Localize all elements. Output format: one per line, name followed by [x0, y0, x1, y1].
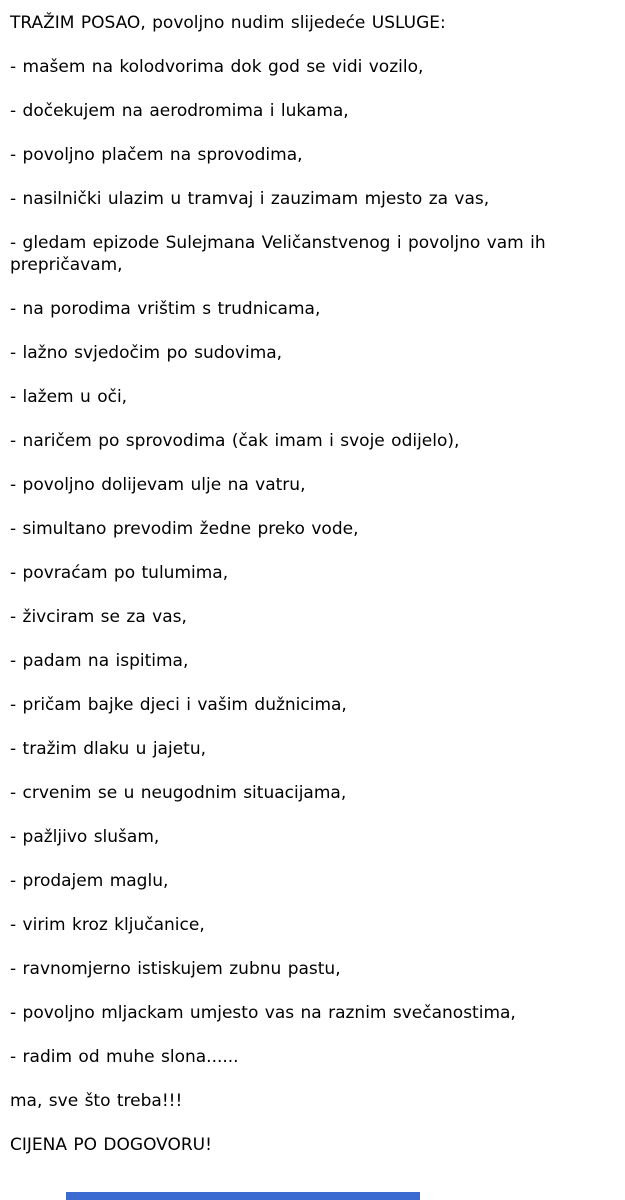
selection-highlight-bar — [66, 1192, 420, 1200]
service-item: - lažem u oči, — [10, 387, 128, 407]
service-item: - ravnomjerno istiskujem zubnu pastu, — [10, 959, 341, 979]
service-item: - povraćam po tulumima, — [10, 563, 229, 583]
ad-title: TRAŽIM POSAO, povoljno nudim slijedeće USLUGE: — [10, 13, 446, 33]
service-item: - gledam epizode Sulejmana Veličanstvenog i povoljno vam ih prepričavam, — [10, 233, 546, 275]
price-line: CIJENA PO DOGOVORU! — [10, 1135, 212, 1155]
services-list — [10, 56, 610, 1068]
service-item: - pažljivo slušam, — [10, 827, 160, 847]
service-item: - nasilnički ulazim u tramvaj i zauzimam mjesto za vas, — [10, 189, 490, 209]
service-item: - tražim dlaku u jajetu, — [10, 739, 206, 759]
service-item: - pričam bajke djeci i vašim dužnicima, — [10, 695, 347, 715]
service-item: - lažno svjedočim po sudovima, — [10, 343, 283, 363]
service-item: - dočekujem na aerodromima i lukama, — [10, 101, 349, 121]
service-item: - povoljno plačem na sprovodima, — [10, 145, 303, 165]
service-item: - simultano prevodim žedne preko vode, — [10, 519, 359, 539]
service-item: - na porodima vrištim s trudnicama, — [10, 299, 321, 319]
service-item: - povoljno mljackam umjesto vas na raznim svečanostima, — [10, 1003, 516, 1023]
service-item: - prodajem maglu, — [10, 871, 169, 891]
outro-line: ma, sve što treba!!! — [10, 1091, 183, 1111]
service-item: - mašem na kolodvorima dok god se vidi vozilo, — [10, 57, 424, 77]
service-item: - radim od muhe slona...... — [10, 1047, 239, 1067]
service-item: - naričem po sprovodima (čak imam i svoje odijelo), — [10, 431, 460, 451]
service-item: - padam na ispitima, — [10, 651, 189, 671]
service-item: - virim kroz ključanice, — [10, 915, 205, 935]
service-item: - živciram se za vas, — [10, 607, 187, 627]
service-item: - povoljno dolijevam ulje na vatru, — [10, 475, 306, 495]
service-item: - crvenim se u neugodnim situacijama, — [10, 783, 347, 803]
